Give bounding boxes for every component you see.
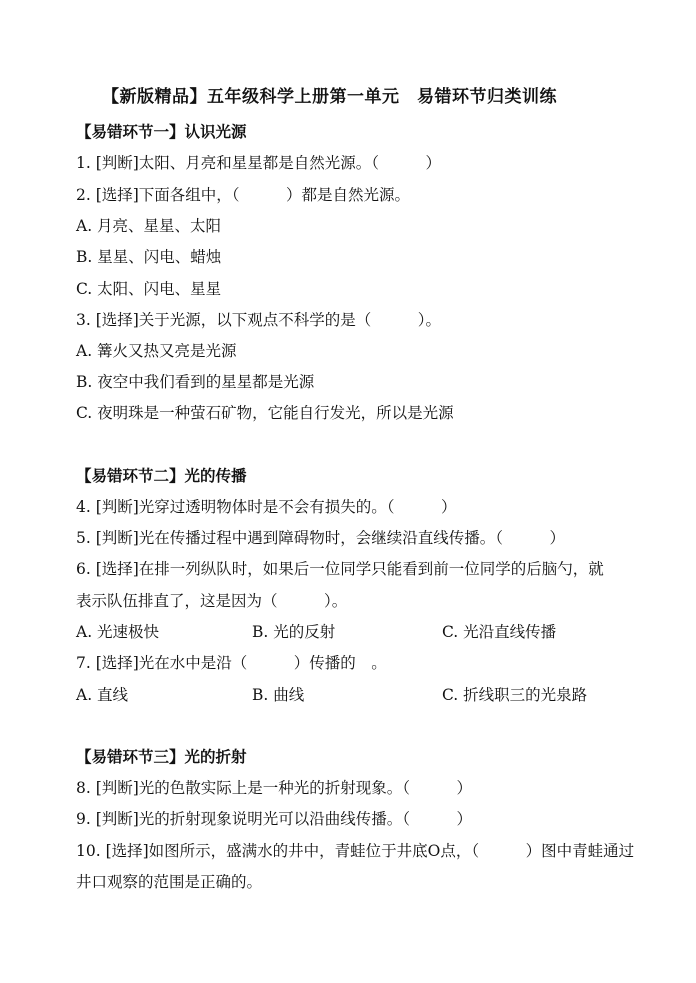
question-7-option-a: A. 直线 — [76, 686, 129, 704]
question-4: 4. [判断]光穿过透明物体时是不会有损失的。（ ） — [76, 498, 457, 516]
question-10-line-2: 井口观察的范围是正确的。 — [76, 873, 263, 891]
question-7-options — [76, 684, 636, 706]
section-2-header: 【易错环节二】光的传播 — [76, 466, 247, 485]
question-1: 1. [判断]太阳、月亮和星星都是自然光源。（ ） — [76, 154, 442, 172]
question-3-option-b: B. 夜空中我们看到的星星都是光源 — [76, 373, 315, 391]
question-5: 5. [判断]光在传播过程中遇到障碍物时，会继续沿直线传播。（ ） — [76, 529, 566, 547]
question-6-line-2: 表示队伍排直了，这是因为（ ）。 — [76, 592, 348, 610]
question-3-option-a: A. 篝火又热又亮是光源 — [76, 342, 237, 360]
question-6-option-c: C. 光沿直线传播 — [442, 623, 557, 641]
question-2-option-b: B. 星星、闪电、蜡烛 — [76, 248, 222, 266]
question-8: 8. [判断]光的色散实际上是一种光的折射现象。（ ） — [76, 779, 473, 797]
section-3-header: 【易错环节三】光的折射 — [76, 747, 247, 766]
question-6-option-a: A. 光速极快 — [76, 623, 160, 641]
question-6-line-1: 6. [选择]在排一列纵队时，如果后一位同学只能看到前一位同学的后脑勺，就 — [76, 560, 604, 578]
question-2-option-c: C. 太阳、闪电、星星 — [76, 280, 222, 298]
question-3: 3. [选择]关于光源，以下观点不科学的是（ ）。 — [76, 311, 442, 329]
question-7-option-b: B. 曲线 — [252, 686, 305, 704]
question-7-option-c: C. 折线职三的光泉路 — [442, 686, 588, 704]
question-3-option-c: C. 夜明珠是一种萤石矿物，它能自行发光，所以是光源 — [76, 404, 454, 422]
question-2-option-a: A. 月亮、星星、太阳 — [76, 217, 222, 235]
document-title: 【新版精品】五年级科学上册第一单元 易错环节归类训练 — [102, 87, 557, 107]
question-2: 2. [选择]下面各组中，（ ）都是自然光源。 — [76, 186, 411, 204]
question-10-line-1: 10. [选择]如图所示，盛满水的井中，青蛙位于井底O点，（ ）图中青蛙通过 — [76, 842, 635, 860]
question-9: 9. [判断]光的折射现象说明光可以沿曲线传播。（ ） — [76, 810, 473, 828]
question-6-options — [76, 621, 636, 643]
section-1-header: 【易错环节一】认识光源 — [76, 122, 247, 141]
question-7: 7. [选择]光在水中是沿（ ）传播的 。 — [76, 654, 387, 672]
question-6-option-b: B. 光的反射 — [252, 623, 336, 641]
